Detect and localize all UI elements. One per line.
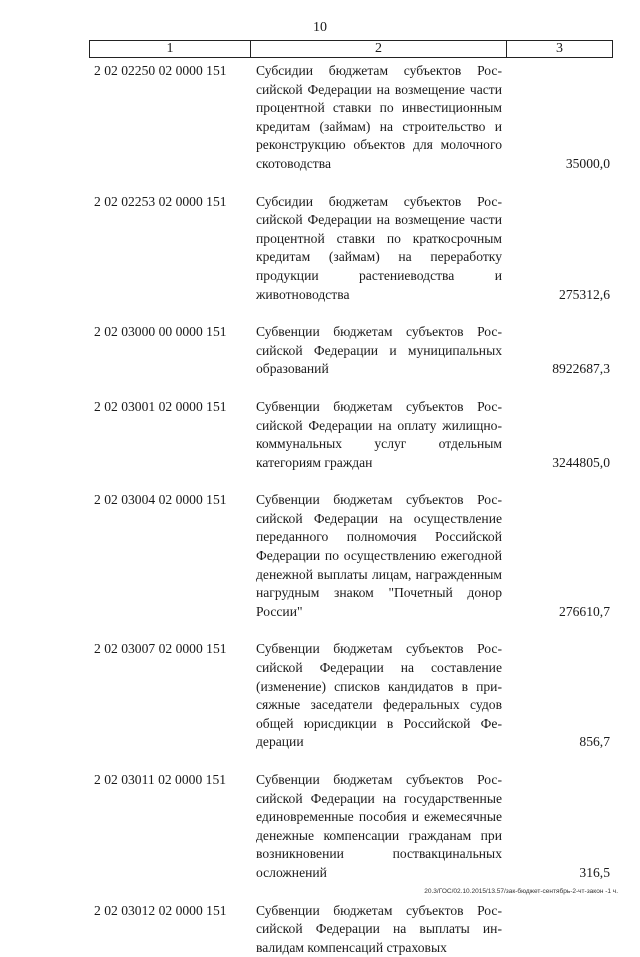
column-header-amount: 3 xyxy=(556,41,563,56)
budget-code: 2 02 03001 02 0000 151 xyxy=(94,398,227,414)
row-description: Субвенции бюджетам субъектов Российской Федерации на выплаты инвалидам компенсаций страховых xyxy=(256,902,502,955)
budget-code: 2 02 02253 02 0000 151 xyxy=(94,193,227,209)
table-row xyxy=(0,902,640,957)
row-amount: 316,5 xyxy=(579,864,610,880)
row-amount: 8922687,3 xyxy=(552,361,610,377)
table-header xyxy=(89,40,613,58)
column-header-description: 2 xyxy=(251,41,507,57)
table-row xyxy=(0,640,640,752)
table-row xyxy=(0,398,640,472)
column-header-code: 1 xyxy=(90,41,251,57)
footer-file-reference: 20.3/ГОС/02.10.2015/13.57/зак-бюджет-сентябрь-2-чт-закон -1 ч. xyxy=(424,888,618,895)
row-description: Субсидии бюджетам субъектов Российской Федерации на возмещение части процентной ставки по инвестиционным кредитам (займам) на строительство и реконструкцию объектов для молочного скотоводства xyxy=(256,63,502,171)
row-description: Субвенции бюджетам субъектов Российской Федерации на оплату жилищно-коммунальных услуг отдельным категориям граждан xyxy=(256,398,502,470)
table-row xyxy=(0,193,640,305)
table-row xyxy=(0,771,640,883)
row-description: Субвенции бюджетам субъектов Российской Федерации и муниципальных образований xyxy=(256,324,502,377)
row-amount: 856,7 xyxy=(579,734,610,750)
budget-code: 2 02 03000 00 0000 151 xyxy=(94,324,227,340)
budget-code: 2 02 03004 02 0000 151 xyxy=(94,492,227,508)
table-row xyxy=(0,491,640,621)
budget-code: 2 02 03012 02 0000 151 xyxy=(94,902,227,918)
row-description: Субвенции бюджетам субъектов Российской Федерации на составление (изменение) списков кандидатов в присяжные заседатели федеральных судов общей юрисдикции в Российской Федерации xyxy=(256,641,502,750)
table-body xyxy=(0,62,640,957)
table-row xyxy=(0,323,640,379)
budget-code: 2 02 03011 02 0000 151 xyxy=(94,772,227,787)
row-amount: 3244805,0 xyxy=(552,454,610,470)
page-number: 10 xyxy=(313,20,327,35)
budget-code: 2 02 03007 02 0000 151 xyxy=(94,641,227,657)
budget-code: 2 02 02250 02 0000 151 xyxy=(94,63,227,78)
table-row xyxy=(0,62,640,174)
row-description: Субвенции бюджетам субъектов Российской Федерации на государственные единовременные пособия и ежемесячные денежные компенсации гражданам при возникновении поствакцинальных осложнений xyxy=(256,772,502,880)
row-description: Субсидии бюджетам субъектов Российской Федерации на возмещение части процентной ставки по краткосрочным кредитам (займам) на переработку продукции растениеводства и животноводства xyxy=(256,193,502,302)
row-amount: 275312,6 xyxy=(559,286,610,302)
row-description: Субвенции бюджетам субъектов Российской Федерации на осуществление переданного полномочия Российской Федерации по осуществлению ежегодной денежной выплаты лицам, награжденным нагрудным знаком "Почетный донор России" xyxy=(256,492,502,619)
row-amount: 276610,7 xyxy=(559,603,610,619)
row-amount: 35000,0 xyxy=(565,155,610,171)
